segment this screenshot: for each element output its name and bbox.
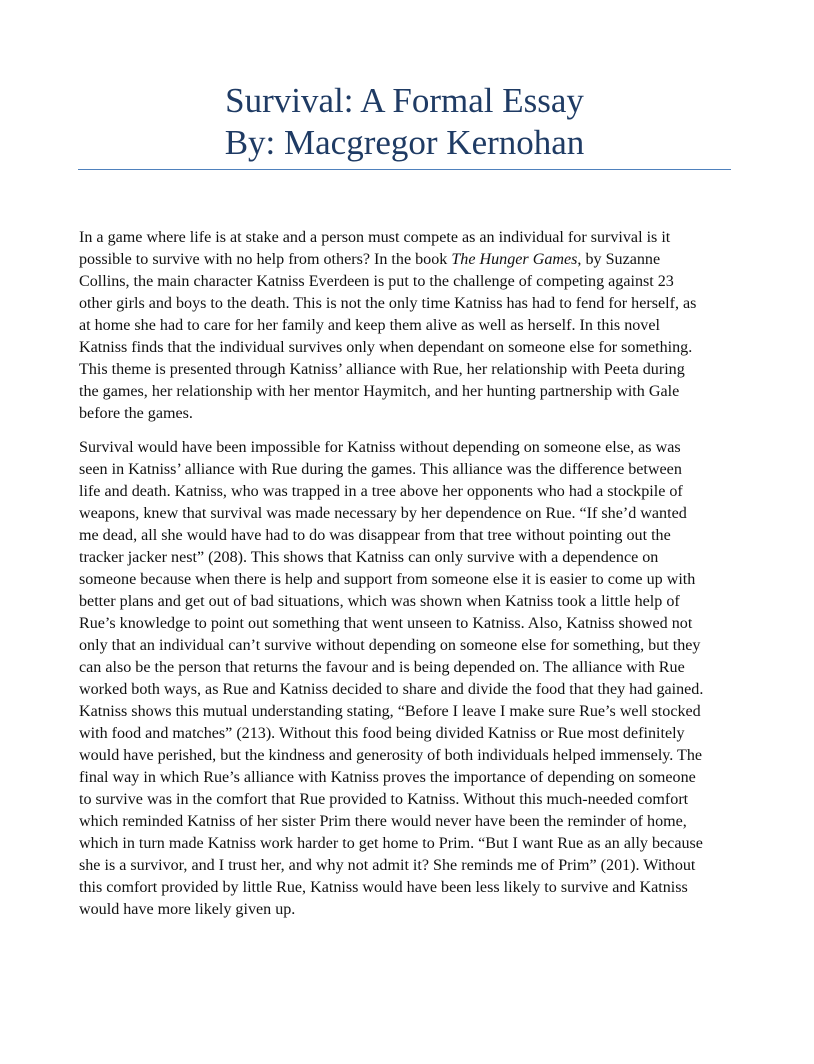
- text-line: [79, 359, 731, 381]
- text-line: [79, 437, 731, 459]
- text-line: [79, 701, 731, 723]
- text-line: [79, 249, 731, 271]
- text-segment: Collins, the main character Katniss Everdeen is put to the challenge of competing against 23: [79, 273, 674, 290]
- text-line: [79, 315, 731, 337]
- text-line: [79, 767, 731, 789]
- text-segment: with food and matches” (213). Without this food being divided Katniss or Rue most definitely: [79, 725, 685, 742]
- text-segment: to survive was in the comfort that Rue provided to Katniss. Without this much-needed comfort: [79, 791, 689, 808]
- text-line: [79, 569, 731, 591]
- text-segment: someone because when there is help and support from someone else it is easier to come up with: [79, 571, 696, 588]
- text-segment: the games, her relationship with her mentor Haymitch, and her hunting partnership with Gale: [79, 383, 680, 400]
- text-segment: final way in which Rue’s alliance with Katniss proves the importance of depending on someone: [79, 769, 696, 786]
- text-segment: other girls and boys to the death. This is not the only time Katniss has had to fend for herself, as: [79, 295, 697, 312]
- text-line: [79, 459, 731, 481]
- text-segment: this comfort provided by little Rue, Katniss would have been less likely to survive and Katniss: [79, 879, 688, 896]
- text-line: [79, 789, 731, 811]
- text-line: [79, 833, 731, 855]
- book-title: The Hunger Games: [451, 251, 578, 268]
- text-line: [79, 591, 731, 613]
- text-segment: better plans and get out of bad situations, which was shown when Katniss took a little help of: [79, 593, 680, 610]
- essay-title: [78, 80, 731, 164]
- text-line: [79, 811, 731, 833]
- text-line: [79, 899, 731, 921]
- text-segment: would have perished, but the kindness and generosity of both individuals helped immensely. The: [79, 747, 703, 764]
- text-line: [79, 745, 731, 767]
- text-segment: This theme is presented through Katniss’ alliance with Rue, her relationship with Peeta during: [79, 361, 685, 378]
- text-segment: would have more likely given up.: [79, 901, 296, 918]
- text-line: [79, 877, 731, 899]
- text-line: [79, 293, 731, 315]
- text-line: [79, 635, 731, 657]
- paragraph-1: [79, 227, 731, 425]
- text-segment: life and death. Katniss, who was trapped in a tree above her opponents who had a stockpile of: [79, 483, 683, 500]
- text-segment: she is a survivor, and I trust her, and why not admit it? She reminds me of Prim” (201). Without: [79, 857, 696, 874]
- text-segment: which in turn made Katniss work harder to get home to Prim. “But I want Rue as an ally because: [79, 835, 703, 852]
- text-segment: In a game where life is at stake and a person must compete as an individual for survival is it: [79, 229, 671, 246]
- text-segment: only that an individual can’t survive without depending on someone else for something, but they: [79, 637, 701, 654]
- text-line: [79, 271, 731, 293]
- text-line: [79, 525, 731, 547]
- text-segment: seen in Katniss’ alliance with Rue during the games. This alliance was the difference between: [79, 461, 682, 478]
- text-line: [79, 723, 731, 745]
- text-segment: worked both ways, as Rue and Katniss decided to share and divide the food that they had gained.: [79, 681, 704, 698]
- text-segment: Survival would have been impossible for Katniss without depending on someone else, as was: [79, 439, 681, 456]
- text-segment: at home she had to care for her family and keep them alive as well as herself. In this novel: [79, 317, 660, 334]
- author-line: By: Macgregor Kernohan: [224, 123, 585, 162]
- title-divider: [78, 169, 731, 170]
- text-line: [79, 481, 731, 503]
- text-segment: Katniss shows this mutual understanding stating, “Before I leave I make sure Rue’s well stocked: [79, 703, 701, 720]
- text-segment: Katniss finds that the individual survives only when dependant on someone else for something.: [79, 339, 693, 356]
- text-segment: possible to survive with no help from others? In the book: [79, 251, 452, 268]
- text-line: [79, 503, 731, 525]
- text-line: [79, 547, 731, 569]
- text-line: [79, 381, 731, 403]
- text-segment: me dead, all she would have had to do was disappear from that tree without pointing out the: [79, 527, 671, 544]
- text-line: [79, 403, 731, 425]
- text-segment: before the games.: [79, 405, 193, 422]
- essay-body: [79, 227, 731, 933]
- text-line: [79, 337, 731, 359]
- title-line: Survival: A Formal Essay: [225, 81, 584, 120]
- text-segment: weapons, knew that survival was made necessary by her dependence on Rue. “If she’d wanted: [79, 505, 687, 522]
- text-segment: which reminded Katniss of her sister Prim there would never have been the reminder of home,: [79, 813, 687, 830]
- text-segment: , by Suzanne: [577, 251, 661, 268]
- text-line: [79, 657, 731, 679]
- text-line: [79, 227, 731, 249]
- text-line: [79, 679, 731, 701]
- text-segment: can also be the person that returns the favour and is being depended on. The alliance with Rue: [79, 659, 685, 676]
- text-line: [79, 855, 731, 877]
- text-segment: Rue’s knowledge to point out something that went unseen to Katniss. Also, Katniss showed not: [79, 615, 693, 632]
- text-line: [79, 613, 731, 635]
- text-segment: tracker jacker nest” (208). This shows that Katniss can only survive with a dependence on: [79, 549, 659, 566]
- paragraph-2: [79, 437, 731, 921]
